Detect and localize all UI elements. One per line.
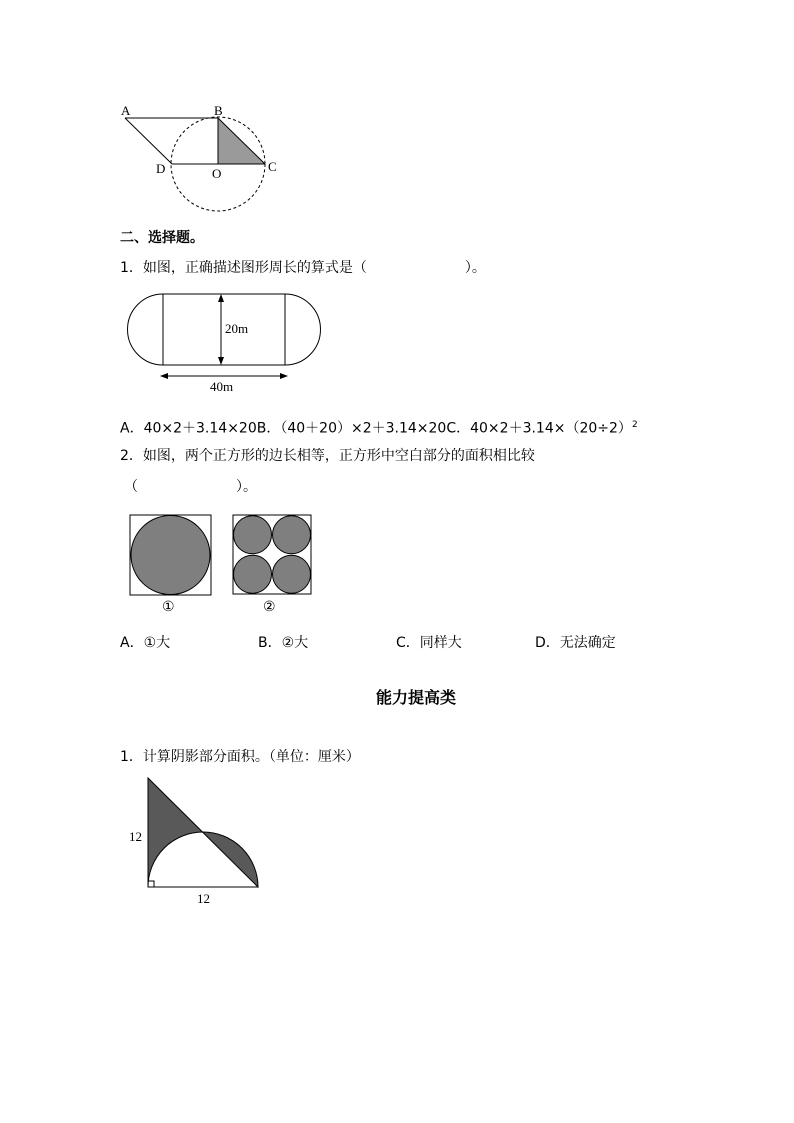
figure-squares-circles xyxy=(0,510,794,620)
point-label-o: O xyxy=(212,166,222,181)
q1-option-c-exponent: 2 xyxy=(631,420,638,430)
figure-parallelogram-circle xyxy=(0,0,794,230)
q2-prompt-line2: （ ）。 xyxy=(124,479,257,495)
height-label: 20m xyxy=(225,321,249,336)
width-label: 40m xyxy=(210,379,234,394)
q1-option-a[interactable]: A．40×2＋3.14×20 xyxy=(120,420,257,437)
width-arrow-head-right xyxy=(280,373,288,379)
section-title-advanced: 能力提高类 xyxy=(376,688,457,707)
q1-prompt: 1．如图，正确描述图形周长的算式是（ ）。 xyxy=(120,260,486,276)
height-arrow-head-bottom xyxy=(218,357,224,365)
small-circle-bottom-right xyxy=(273,555,311,593)
q2-option-a[interactable]: A．①大 xyxy=(120,635,171,651)
figure-label-2: ② xyxy=(263,600,276,615)
q2-prompt-line1: 2．如图，两个正方形的边长相等，正方形中空白部分的面积相比较 xyxy=(120,448,535,464)
small-circle-top-right xyxy=(273,516,311,554)
figure-track-shape xyxy=(0,285,794,405)
q1-options xyxy=(120,416,638,438)
width-arrow-head-left xyxy=(160,373,168,379)
advanced-q1-prompt: 1．计算阴影部分面积。（单位：厘米） xyxy=(120,749,360,765)
segment-ad xyxy=(125,118,172,164)
q1-option-c[interactable]: C．40×2＋3.14×（20÷2） xyxy=(446,420,632,437)
small-circle-bottom-left xyxy=(234,555,272,593)
q1-option-b[interactable]: B．（40＋20）×2＋3.14×20 xyxy=(256,420,447,437)
base-label: 12 xyxy=(197,891,210,906)
q2-option-b[interactable]: B．②大 xyxy=(258,635,309,651)
small-circle-top-left xyxy=(234,516,272,554)
q2-option-d[interactable]: D．无法确定 xyxy=(535,635,616,651)
section-title-choice: 二、选择题。 xyxy=(120,230,204,246)
height-arrow-head-top xyxy=(218,294,224,302)
large-circle xyxy=(131,516,210,595)
point-label-c: C xyxy=(268,159,277,174)
track-outline xyxy=(128,294,321,365)
side-label: 12 xyxy=(129,829,142,844)
point-label-d: D xyxy=(156,161,166,176)
point-label-b: B xyxy=(214,103,223,118)
q2-option-c[interactable]: C．同样大 xyxy=(396,635,462,651)
point-label-a: A xyxy=(121,103,131,118)
figure-label-1: ① xyxy=(162,600,175,615)
figure-triangle-semicircle xyxy=(0,775,794,915)
